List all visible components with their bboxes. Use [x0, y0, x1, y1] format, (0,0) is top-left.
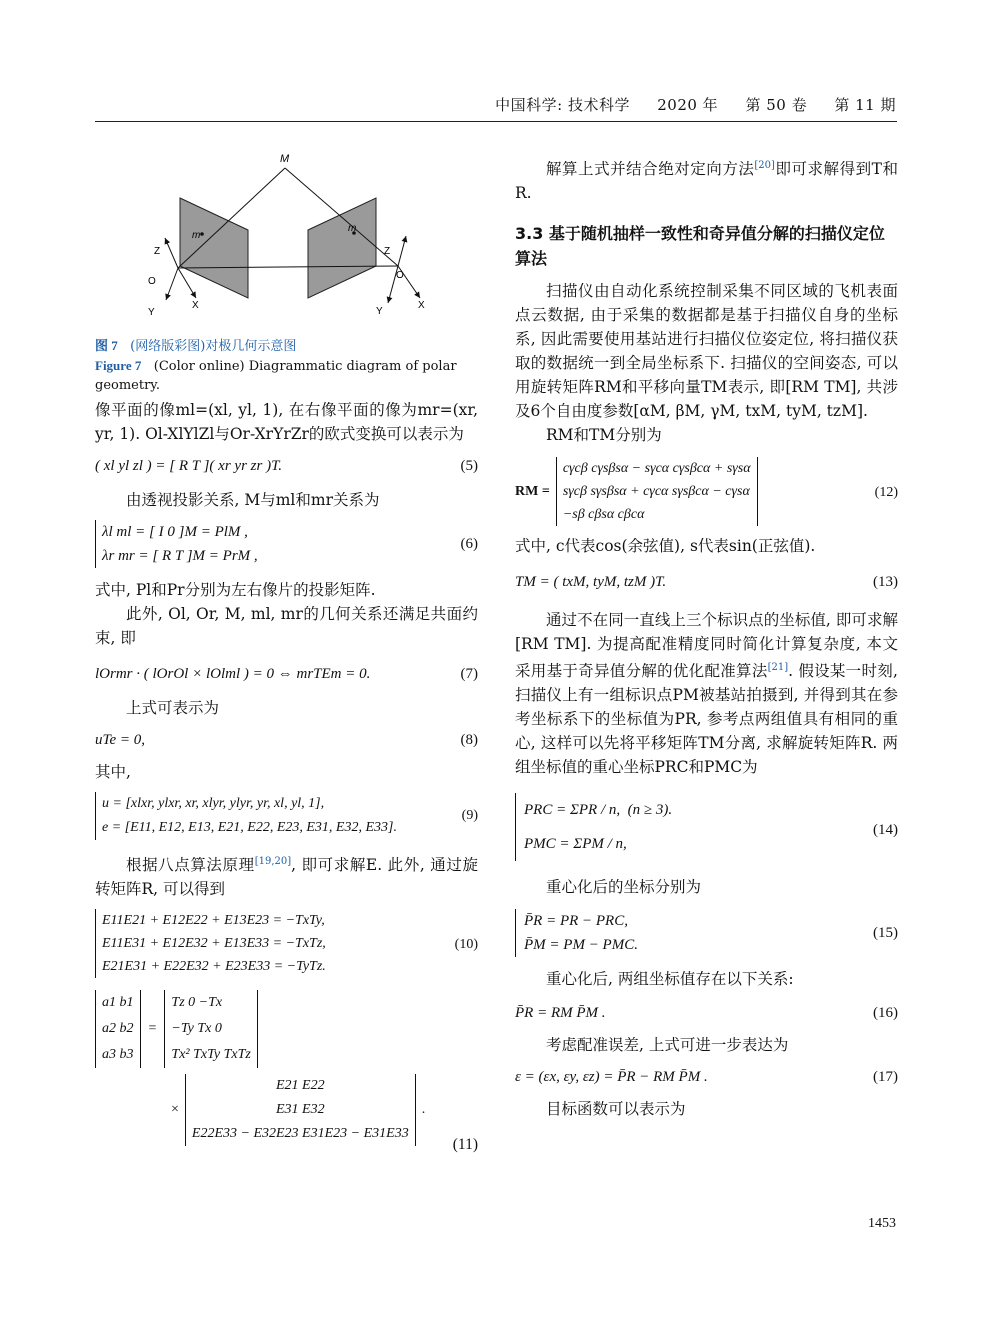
paragraph: 上式可表示为 [126, 699, 220, 717]
Yr-label: Y [376, 306, 383, 317]
paragraph: RM和TM分别为 [546, 426, 662, 445]
eq-number-11: (11) [452, 1136, 478, 1153]
right-image-plane [308, 198, 376, 298]
equation-5: ( xl yl zl ) = [ R T ]( xr yr zr )T. (5) [95, 458, 478, 474]
paragraph: 重心化后的坐标分别为 [546, 878, 702, 897]
Ol-label: O [148, 276, 156, 287]
equation-11: a1 b1 a2 b2 a3 b3 = Tz 0 −Tx −Ty Tx 0 Tx² TxTy TxTz [95, 990, 478, 1068]
equation-17: ε = (εx, εy, εz) = P̄R − RM P̄M . (17) [515, 1069, 898, 1086]
paragraph: 像平面的像ml=(xl, yl, 1), 在右像平面的像为mr=(xr, yr, 1). Ol-XlYlZl与Or-XrYrZr的欧式变换可以表示为 [95, 401, 478, 443]
paragraph: 扫描仪由自动化系统控制采集不同区域的飞机表面点云数据, 由于采集的数据都是基于扫描仪自身的坐标系, 因此需要使用基站进行扫描仪位姿定位, 将扫描仪获取的数据统一到全局坐标系下. 扫描仪的空间姿态, 可以用旋转矩阵RM和平移向量TM表示, 即[RM TM], 共涉及6个自由度参数[αM, βM, γM, txM, tyM, tzM]. [515, 282, 898, 421]
paragraph: 由透视投影关系, M与ml和mr关系为 [126, 491, 380, 509]
paragraph: 通过不在同一直线上三个标识点的坐标值, 即可求解[RM TM]. 为提高配准精度同时简化计算复杂度, 本文采用基于奇异值分解的优化配准算法[21]. 假设某一时刻, 扫描仪上有一组标识点PM被基站拍摄到, 并得到其在参考坐标系下的坐标值为PR, 参考点两组值具有相同的重心, 这样可以先将平移矩阵TM分离, 求解旋转矩阵R. 两组坐标值的重心坐标PRC和PMC为 [515, 611, 898, 777]
running-header [473, 94, 896, 115]
equation-6: λl ml = [ I 0 ]M = PlM , λr mr = [ R T ]M = PrM , (6) [95, 520, 478, 568]
paragraph: 式中, Pl和Pr分别为左右像片的投影矩阵. [95, 581, 376, 599]
paragraph: 式中, c代表cos(余弦值), s代表sin(正弦值). [515, 537, 816, 556]
left-image-plane [180, 198, 248, 298]
paragraph: 根据八点算法原理[19,20], 即可求解E. 此外, 通过旋转矩阵R, 可以得到 [95, 856, 478, 899]
epipolar-geometry-figure [130, 148, 440, 326]
ml-label: m [192, 230, 201, 241]
paragraph: 重心化后, 两组坐标值存在以下关系: [546, 970, 794, 989]
paragraph: 解算上式并结合绝对定向方法[20]即可求解得到T和R. [515, 160, 898, 203]
figure-caption-en: Figure 7 (Color online) Diagrammatic diagram of polar geometry. [95, 358, 457, 393]
section-heading: 3.3 基于随机抽样一致性和奇异值分解的扫描仪定位算法 [515, 224, 885, 269]
equation-9: u = [xlxr, ylxr, xr, xlyr, ylyr, yr, xl, yl, 1], e = [E11, E12, E13, E21, E22, E23, E31, E32, E33]. (9) [95, 792, 478, 840]
equation-13: TM = ( txM, tyM, tzM )T. (13) [515, 574, 898, 591]
equation-8: uTe = 0, (8) [95, 732, 478, 748]
volume: 第 50 卷 [745, 96, 808, 114]
page-number: 1453 [868, 1216, 896, 1231]
paragraph: 目标函数可以表示为 [546, 1100, 686, 1119]
paragraph: 考虑配准误差, 上式可进一步表达为 [546, 1036, 789, 1055]
equation-11-cont: × E21 E22 E31 E32 E22E33 − E32E23 E31E23 − E31E33 . [171, 1074, 478, 1146]
equation-15: P̄R = PR − PRC, P̄M = PM − PMC. (15) [515, 909, 898, 957]
issue: 第 11 期 [834, 96, 896, 114]
figure-caption-cn: 图 7 (网络版彩图)对极几何示意图 [95, 338, 297, 354]
journal-name: 中国科学: 技术科学 [495, 96, 630, 114]
Yl-label: Y [148, 307, 155, 318]
year: 2020 年 [657, 96, 719, 114]
equation-12: RM = cγcβ cγsβsα − sγcα cγsβcα + sγsα sγcβ sγsβsα + cγcα sγsβcα − cγsα −sβ cβsα cβcα (12) [515, 457, 898, 526]
Zr-label: Z [384, 246, 391, 257]
header-rule [95, 121, 897, 122]
Xl-label: X [192, 300, 199, 311]
Xr-label: X [418, 300, 425, 311]
point-M-label: M [280, 153, 290, 165]
equation-14: PRC = ΣPR / n, (n ≥ 3). PMC = ΣPM / n, (14) [515, 793, 898, 861]
paragraph: 此外, Ol, Or, M, ml, mr的几何关系还满足共面约束, 即 [95, 605, 478, 647]
equation-16: P̄R = RM P̄M . (16) [515, 1005, 898, 1022]
mr-label: m [348, 223, 357, 234]
Or-label: O [396, 270, 404, 281]
paragraph: 其中, [95, 763, 131, 781]
Zl-label: Z [154, 246, 161, 257]
equation-7: lOrmr · ( lOrOl × lOlml ) = 0 ⇔ mrTEm = 0. (7) [95, 666, 478, 682]
equation-10: E11E21 + E12E22 + E13E23 = −TxTy, E11E31 + E12E32 + E13E33 = −TxTz, E21E31 + E22E32 + E23E33 = −TyTz. (10) [95, 909, 478, 978]
